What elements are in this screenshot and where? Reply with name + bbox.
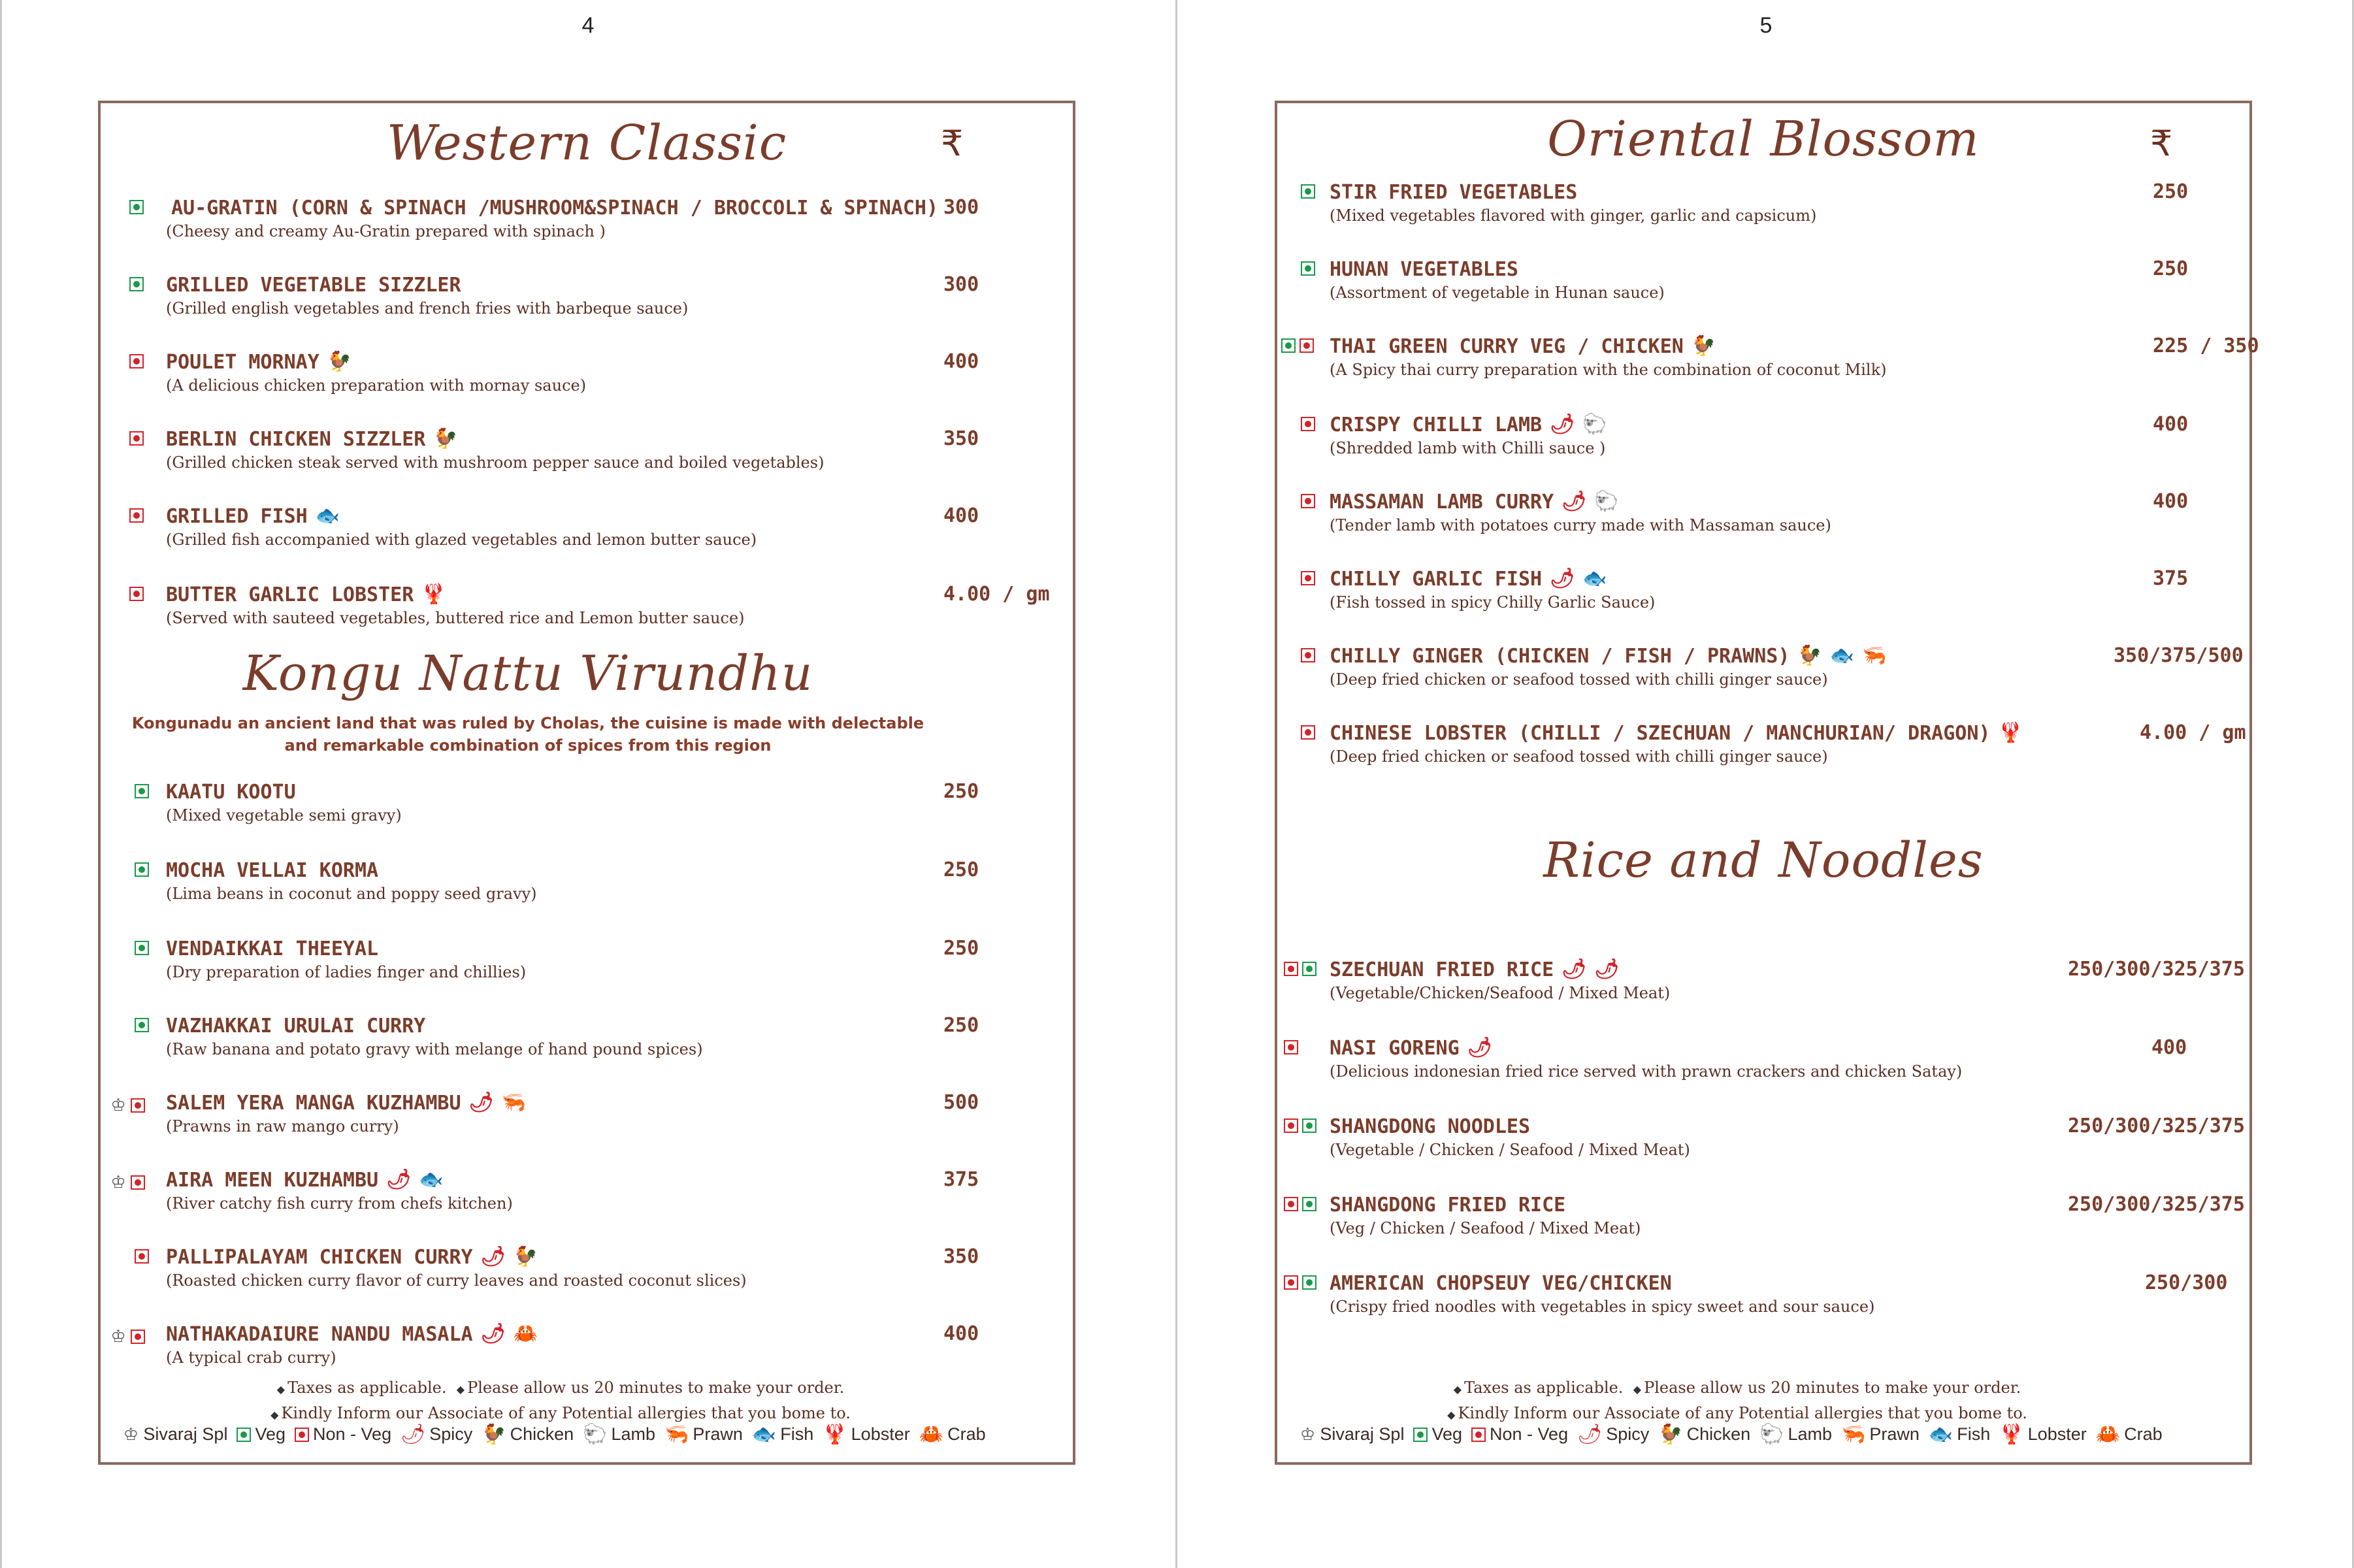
dish-name: CHILLY GARLIC FISH bbox=[1330, 567, 1543, 591]
menu-frame bbox=[98, 101, 1075, 1465]
chicken-icon: 🐓 bbox=[482, 1423, 506, 1445]
dish-price: 4.00 / gm bbox=[943, 583, 1050, 606]
veg-mark-icon bbox=[1302, 1275, 1316, 1290]
menu-item bbox=[101, 349, 1073, 414]
menu-item bbox=[101, 1013, 1073, 1078]
dish-description: (Delicious indonesian fried rice served with prawn crackers and chicken Satay) bbox=[1330, 1062, 1963, 1081]
dish-name: GRILLED VEGETABLE SIZZLER bbox=[166, 273, 461, 297]
lobster-icon: 🦞 bbox=[823, 1423, 847, 1445]
non-veg-mark-icon bbox=[131, 1098, 145, 1113]
veg-mark-icon bbox=[1302, 1119, 1316, 1133]
lamb-icon: 🐑 bbox=[1582, 413, 1607, 436]
dish-description: (Assortment of vegetable in Hunan sauce) bbox=[1330, 284, 1665, 302]
chicken-icon: 🐓 bbox=[513, 1245, 538, 1268]
crab-icon: 🦀 bbox=[919, 1423, 944, 1445]
dish-price: 375 bbox=[2153, 567, 2189, 590]
dish-price: 400 bbox=[2153, 490, 2189, 513]
lamb-icon: 🐑 bbox=[1594, 490, 1619, 513]
non-veg-mark-icon bbox=[135, 1249, 149, 1264]
dish-description: (Deep fried chicken or seafood tossed with chilli ginger sauce) bbox=[1330, 747, 1828, 766]
crab-icon: 🦀 bbox=[2095, 1423, 2121, 1445]
dish-price: 225 / 350 bbox=[2153, 335, 2259, 357]
menu-item bbox=[101, 1167, 1073, 1232]
veg-mark-icon bbox=[1301, 261, 1315, 276]
menu-item bbox=[101, 272, 1073, 337]
menu-notes: ◆ Taxes as applicable. ◆ Please allow us 20 minutes to make your order. ◆ Kindly Inform our Associate of any Potential allergies that you bome to. bbox=[1447, 1379, 2027, 1422]
menu-item bbox=[1277, 643, 2249, 708]
dish-name: MASSAMAN LAMB CURRY bbox=[1330, 490, 1554, 514]
legend-chicken: Chicken bbox=[1686, 1424, 1751, 1444]
veg-mark-icon bbox=[1413, 1428, 1428, 1442]
dish-description: (A Spicy thai curry preparation with the combination of coconut Milk) bbox=[1330, 361, 1887, 379]
veg-mark-icon bbox=[129, 277, 144, 291]
chilli-icon: 🌶 bbox=[1561, 490, 1587, 513]
non-veg-mark-icon bbox=[129, 508, 144, 523]
legend-nonveg: Non - Veg bbox=[313, 1424, 392, 1444]
dish-name: KAATU KOOTU bbox=[166, 780, 296, 804]
dish-name: CHINESE LOBSTER (CHILLI / SZECHUAN / MANCHURIAN/ DRAGON) bbox=[1330, 721, 1991, 745]
dish-name: SHANGDONG NOODLES bbox=[1330, 1115, 1531, 1138]
dish-price: 250 bbox=[2153, 257, 2189, 280]
note-allergy: Kindly Inform our Associate of any Potential allergies that you bome to. bbox=[1458, 1404, 2027, 1422]
dish-description: (Crispy fried noodles with vegetables in spicy sweet and sour sauce) bbox=[1330, 1298, 1875, 1316]
note-taxes: Taxes as applicable. bbox=[287, 1379, 447, 1397]
lamb-icon: 🐑 bbox=[583, 1423, 608, 1445]
chicken-icon: 🐓 bbox=[327, 350, 352, 373]
dish-description: (Grilled fish accompanied with glazed vegetables and lemon butter sauce) bbox=[166, 531, 757, 549]
non-veg-mark-icon bbox=[129, 354, 144, 368]
chicken-icon: 🐓 bbox=[1691, 335, 1716, 357]
dish-description: (Mixed vegetable semi gravy) bbox=[166, 806, 402, 825]
dish-name: AIRA MEEN KUZHAMBU bbox=[166, 1168, 379, 1192]
menu-item bbox=[1277, 1113, 2249, 1179]
non-veg-mark-icon bbox=[1301, 648, 1315, 662]
non-veg-mark-icon bbox=[1284, 962, 1298, 976]
menu-item bbox=[101, 195, 1073, 260]
chilli-icon: 🌶 bbox=[386, 1168, 412, 1191]
legend-veg: Veg bbox=[1431, 1424, 1463, 1444]
non-veg-mark-icon bbox=[1301, 725, 1315, 740]
legend-crab: Crab bbox=[947, 1424, 986, 1444]
dish-price: 300 bbox=[943, 273, 979, 296]
non-veg-mark-icon bbox=[129, 587, 144, 601]
legend-spicy: Spicy bbox=[1606, 1424, 1650, 1444]
chef-icon: ♔ bbox=[123, 1424, 139, 1444]
chef-icon: ♔ bbox=[110, 1095, 126, 1115]
section-title-rice: Rice and Noodles bbox=[1543, 832, 1984, 889]
dish-price: 250 bbox=[943, 937, 979, 960]
dish-description: (Roasted chicken curry flavor of curry leaves and roasted coconut slices) bbox=[166, 1271, 747, 1290]
menu-page-right bbox=[1178, 0, 2354, 1568]
veg-mark-icon bbox=[135, 1018, 149, 1032]
dish-price: 4.00 / gm bbox=[2140, 721, 2246, 744]
dish-description: (A delicious chicken preparation with mornay sauce) bbox=[166, 376, 587, 395]
lamb-icon: 🐑 bbox=[1759, 1423, 1784, 1445]
non-veg-mark-icon bbox=[131, 1175, 145, 1190]
dish-description: (A typical crab curry) bbox=[166, 1348, 336, 1367]
dish-price: 500 bbox=[943, 1091, 979, 1114]
chef-icon: ♔ bbox=[110, 1326, 126, 1346]
note-allergy: Kindly Inform our Associate of any Potential allergies that you bome to. bbox=[281, 1404, 851, 1422]
crab-icon: 🦀 bbox=[513, 1322, 538, 1345]
legend-prawn: Prawn bbox=[1869, 1424, 1920, 1444]
legend-nonveg: Non - Veg bbox=[1490, 1424, 1569, 1444]
dish-name: POULET MORNAY bbox=[166, 350, 319, 374]
dish-price: 400 bbox=[2153, 413, 2189, 436]
dish-name: CRISPY CHILLI LAMB bbox=[1330, 413, 1543, 436]
legend-spicy: Spicy bbox=[429, 1424, 473, 1444]
dish-description: (Grilled english vegetables and french fries with barbeque sauce) bbox=[166, 299, 689, 318]
menu-page-left bbox=[0, 0, 1176, 1568]
chef-icon: ♔ bbox=[1300, 1424, 1316, 1444]
section-intro bbox=[42, 712, 1014, 757]
menu-item bbox=[1277, 1270, 2249, 1335]
dish-price: 250/300/325/375 bbox=[2068, 1115, 2245, 1137]
dish-name: NATHAKADAIURE NANDU MASALA bbox=[166, 1322, 473, 1346]
dish-price: 250/300 bbox=[2145, 1271, 2228, 1294]
dish-price: 375 bbox=[943, 1168, 979, 1191]
menu-item bbox=[1277, 720, 2249, 785]
chilli-icon: 🌶 bbox=[1467, 1036, 1492, 1059]
prawn-icon: 🦐 bbox=[664, 1423, 689, 1445]
dish-name: GRILLED FISH bbox=[166, 504, 308, 528]
chilli-icon: 🌶 bbox=[1550, 567, 1575, 590]
veg-mark-icon bbox=[237, 1428, 251, 1442]
legend-fish: Fish bbox=[780, 1424, 814, 1444]
non-veg-mark-icon bbox=[1301, 571, 1315, 585]
dish-name: SZECHUAN FRIED RICE bbox=[1330, 958, 1554, 981]
note-wait: Please allow us 20 minutes to make your order. bbox=[467, 1379, 845, 1397]
dish-name: HUNAN VEGETABLES bbox=[1330, 257, 1518, 281]
dish-description: (Shredded lamb with Chilli sauce ) bbox=[1330, 439, 1606, 457]
legend bbox=[1245, 1424, 2217, 1445]
dish-description: (Dry preparation of ladies finger and chillies) bbox=[166, 963, 527, 981]
chilli-icon: 🌶 bbox=[401, 1423, 426, 1445]
non-veg-mark-icon bbox=[131, 1330, 145, 1344]
menu-item bbox=[101, 503, 1073, 568]
dish-name: AMERICAN CHOPSEUY VEG/CHICKEN bbox=[1330, 1271, 1672, 1295]
dish-description: (Deep fried chicken or seafood tossed with chilli ginger sauce) bbox=[1330, 670, 1828, 689]
non-veg-mark-icon bbox=[1301, 417, 1315, 431]
dish-price: 250/300/325/375 bbox=[2068, 1193, 2245, 1216]
menu-item bbox=[1277, 412, 2249, 477]
chef-icon: ♔ bbox=[110, 1172, 126, 1192]
menu-item bbox=[101, 779, 1073, 844]
fish-icon: 🐟 bbox=[1928, 1423, 1953, 1445]
page-number: 4 bbox=[581, 13, 595, 38]
prawn-icon: 🦐 bbox=[1862, 644, 1887, 667]
dish-name: VENDAIKKAI THEEYAL bbox=[166, 937, 379, 960]
dish-price: 300 bbox=[943, 196, 979, 219]
page-number: 5 bbox=[1759, 13, 1773, 38]
non-veg-mark-icon bbox=[1284, 1040, 1298, 1054]
veg-mark-icon bbox=[135, 862, 149, 877]
menu-item bbox=[101, 581, 1073, 647]
menu-frame bbox=[1275, 101, 2259, 1465]
dish-description: (Fish tossed in spicy Chilly Garlic Sauce) bbox=[1330, 593, 1656, 612]
dish-name: THAI GREEN CURRY VEG / CHICKEN bbox=[1330, 335, 1684, 358]
chilli-icon: 🌶 bbox=[1550, 413, 1575, 436]
dish-price: 400 bbox=[943, 350, 979, 373]
non-veg-mark-icon bbox=[1471, 1428, 1486, 1442]
dish-name: PALLIPALAYAM CHICKEN CURRY bbox=[166, 1245, 473, 1269]
menu-item bbox=[1277, 956, 2249, 1022]
fish-icon: 🐟 bbox=[419, 1168, 444, 1191]
menu-item bbox=[1277, 489, 2249, 554]
dish-name: BERLIN CHICKEN SIZZLER bbox=[166, 427, 426, 451]
menu-item bbox=[101, 936, 1073, 1001]
currency-symbol: ₹ bbox=[2150, 123, 2173, 164]
dish-price: 400 bbox=[2151, 1036, 2187, 1059]
menu-item bbox=[1277, 1192, 2249, 1257]
dish-name: SHANGDONG FRIED RICE bbox=[1330, 1193, 1566, 1217]
lobster-icon: 🦞 bbox=[421, 583, 446, 606]
section-title-western: Western Classic bbox=[386, 115, 787, 171]
veg-mark-icon bbox=[129, 200, 144, 214]
menu-item bbox=[1277, 1035, 2249, 1100]
prawn-icon: 🦐 bbox=[1841, 1423, 1866, 1445]
menu-item bbox=[1277, 333, 2259, 399]
dish-price: 350 bbox=[943, 427, 979, 450]
dish-price: 350/375/500 bbox=[2114, 644, 2244, 667]
dish-name: SALEM YERA MANGA KUZHAMBU bbox=[166, 1091, 461, 1115]
non-veg-mark-icon bbox=[295, 1428, 309, 1442]
dish-name: MOCHA VELLAI KORMA bbox=[166, 858, 379, 882]
legend bbox=[68, 1424, 1040, 1445]
dish-name: CHILLY GINGER (CHICKEN / FISH / PRAWNS) bbox=[1330, 644, 1790, 668]
chicken-icon: 🐓 bbox=[1658, 1423, 1683, 1445]
note-wait: Please allow us 20 minutes to make your order. bbox=[1644, 1379, 2021, 1397]
legend-lamb: Lamb bbox=[1788, 1424, 1833, 1444]
legend-chicken: Chicken bbox=[510, 1424, 574, 1444]
fish-icon: 🐟 bbox=[1582, 567, 1607, 590]
menu-item bbox=[1277, 256, 2249, 321]
legend-lamb: Lamb bbox=[611, 1424, 656, 1444]
dish-price: 250 bbox=[943, 780, 979, 803]
section-title-kongu: Kongu Nattu Virundhu bbox=[242, 645, 813, 702]
legend-lobster: Lobster bbox=[851, 1424, 910, 1444]
section-title-oriental: Oriental Blossom bbox=[1547, 111, 1980, 167]
dish-description: (Veg / Chicken / Seafood / Mixed Meat) bbox=[1330, 1219, 1641, 1237]
dish-description: (Raw banana and potato gravy with melange of hand pound spices) bbox=[166, 1040, 703, 1058]
dish-name: AU-GRATIN (CORN & SPINACH /MUSHROOM&SPINACH / BROCCOLI & SPINACH) bbox=[171, 196, 938, 220]
chilli-icon: 🌶 bbox=[1561, 958, 1587, 981]
legend-lobster: Lobster bbox=[2027, 1424, 2087, 1444]
dish-price: 400 bbox=[943, 1322, 979, 1345]
dish-description: (Vegetable/Chicken/Seafood / Mixed Meat) bbox=[1330, 984, 1671, 1002]
fish-icon: 🐟 bbox=[751, 1423, 777, 1445]
chilli-icon: 🌶 bbox=[480, 1245, 506, 1268]
dish-description: (Grilled chicken steak served with mushroom pepper sauce and boiled vegetables) bbox=[166, 453, 825, 472]
non-veg-mark-icon bbox=[1284, 1275, 1298, 1290]
chilli-icon: 🌶 bbox=[480, 1322, 506, 1345]
legend-prawn: Prawn bbox=[693, 1424, 743, 1444]
dish-description: (Mixed vegetables flavored with ginger, garlic and capsicum) bbox=[1330, 206, 1817, 225]
legend-veg: Veg bbox=[255, 1424, 286, 1444]
veg-mark-icon bbox=[135, 941, 149, 955]
dish-name: VAZHAKKAI URULAI CURRY bbox=[166, 1014, 426, 1037]
dish-name: BUTTER GARLIC LOBSTER bbox=[166, 583, 414, 606]
dish-description: (Tender lamb with potatoes curry made with Massaman sauce) bbox=[1330, 516, 1831, 534]
menu-item bbox=[1277, 179, 2249, 244]
dish-description: (Cheesy and creamy Au-Gratin prepared with spinach ) bbox=[166, 222, 606, 240]
menu-item bbox=[101, 857, 1073, 923]
dish-description: (Vegetable / Chicken / Seafood / Mixed Meat) bbox=[1330, 1141, 1690, 1159]
chicken-icon: 🐓 bbox=[433, 427, 458, 450]
intro-line: Kongunadu an ancient land that was ruled by Cholas, the cuisine is made with delectable bbox=[131, 714, 924, 732]
menu-notes: ◆ Taxes as applicable. ◆ Please allow us 20 minutes to make your order. ◆ Kindly Inform our Associate of any Potential allergies that you bome to. bbox=[270, 1379, 851, 1422]
non-veg-mark-icon bbox=[1284, 1119, 1298, 1133]
menu-item bbox=[101, 1244, 1073, 1309]
fish-icon: 🐟 bbox=[1829, 644, 1855, 667]
note-taxes: Taxes as applicable. bbox=[1464, 1379, 1624, 1397]
menu-item bbox=[101, 1090, 1073, 1155]
veg-mark-icon bbox=[1301, 184, 1315, 199]
chilli-icon: 🌶 bbox=[468, 1091, 494, 1114]
dish-description: (Prawns in raw mango curry) bbox=[166, 1117, 399, 1135]
dish-description: (River catchy fish curry from chefs kitchen) bbox=[166, 1194, 513, 1213]
veg-mark-icon bbox=[135, 784, 149, 798]
legend-sivaraj: Sivaraj Spl bbox=[143, 1424, 228, 1444]
dish-name: NASI GORENG bbox=[1330, 1036, 1460, 1060]
legend-fish: Fish bbox=[1957, 1424, 1991, 1444]
legend-crab: Crab bbox=[2124, 1424, 2163, 1444]
fish-icon: 🐟 bbox=[315, 504, 340, 527]
lobster-icon: 🦞 bbox=[1999, 1423, 2024, 1445]
chilli-icon: 🌶 bbox=[1594, 958, 1620, 981]
dish-price: 250/300/325/375 bbox=[2068, 958, 2245, 981]
dish-description: (Served with sauteed vegetables, buttered rice and Lemon butter sauce) bbox=[166, 609, 745, 627]
chilli-icon: 🌶 bbox=[1577, 1423, 1603, 1445]
prawn-icon: 🦐 bbox=[501, 1091, 526, 1114]
non-veg-mark-icon bbox=[1284, 1197, 1298, 1211]
non-veg-mark-icon bbox=[1300, 338, 1314, 353]
dish-price: 400 bbox=[943, 504, 979, 527]
intro-line: and remarkable combination of spices from this region bbox=[284, 736, 772, 755]
currency-symbol: ₹ bbox=[941, 123, 964, 164]
veg-mark-icon bbox=[1281, 338, 1296, 353]
dish-description: (Lima beans in coconut and poppy seed gravy) bbox=[166, 885, 537, 903]
dish-price: 250 bbox=[943, 1014, 979, 1037]
legend-sivaraj: Sivaraj Spl bbox=[1320, 1424, 1405, 1444]
veg-mark-icon bbox=[1302, 1197, 1316, 1211]
veg-mark-icon bbox=[1302, 962, 1316, 976]
menu-item bbox=[101, 426, 1073, 491]
dish-price: 250 bbox=[2153, 180, 2189, 203]
lobster-icon: 🦞 bbox=[1998, 721, 2023, 744]
dish-price: 250 bbox=[943, 858, 979, 881]
dish-name: STIR FRIED VEGETABLES bbox=[1330, 180, 1578, 204]
chicken-icon: 🐓 bbox=[1797, 644, 1822, 667]
non-veg-mark-icon bbox=[1301, 494, 1315, 508]
menu-item bbox=[1277, 566, 2249, 631]
dish-price: 350 bbox=[943, 1245, 979, 1268]
non-veg-mark-icon bbox=[129, 431, 144, 446]
